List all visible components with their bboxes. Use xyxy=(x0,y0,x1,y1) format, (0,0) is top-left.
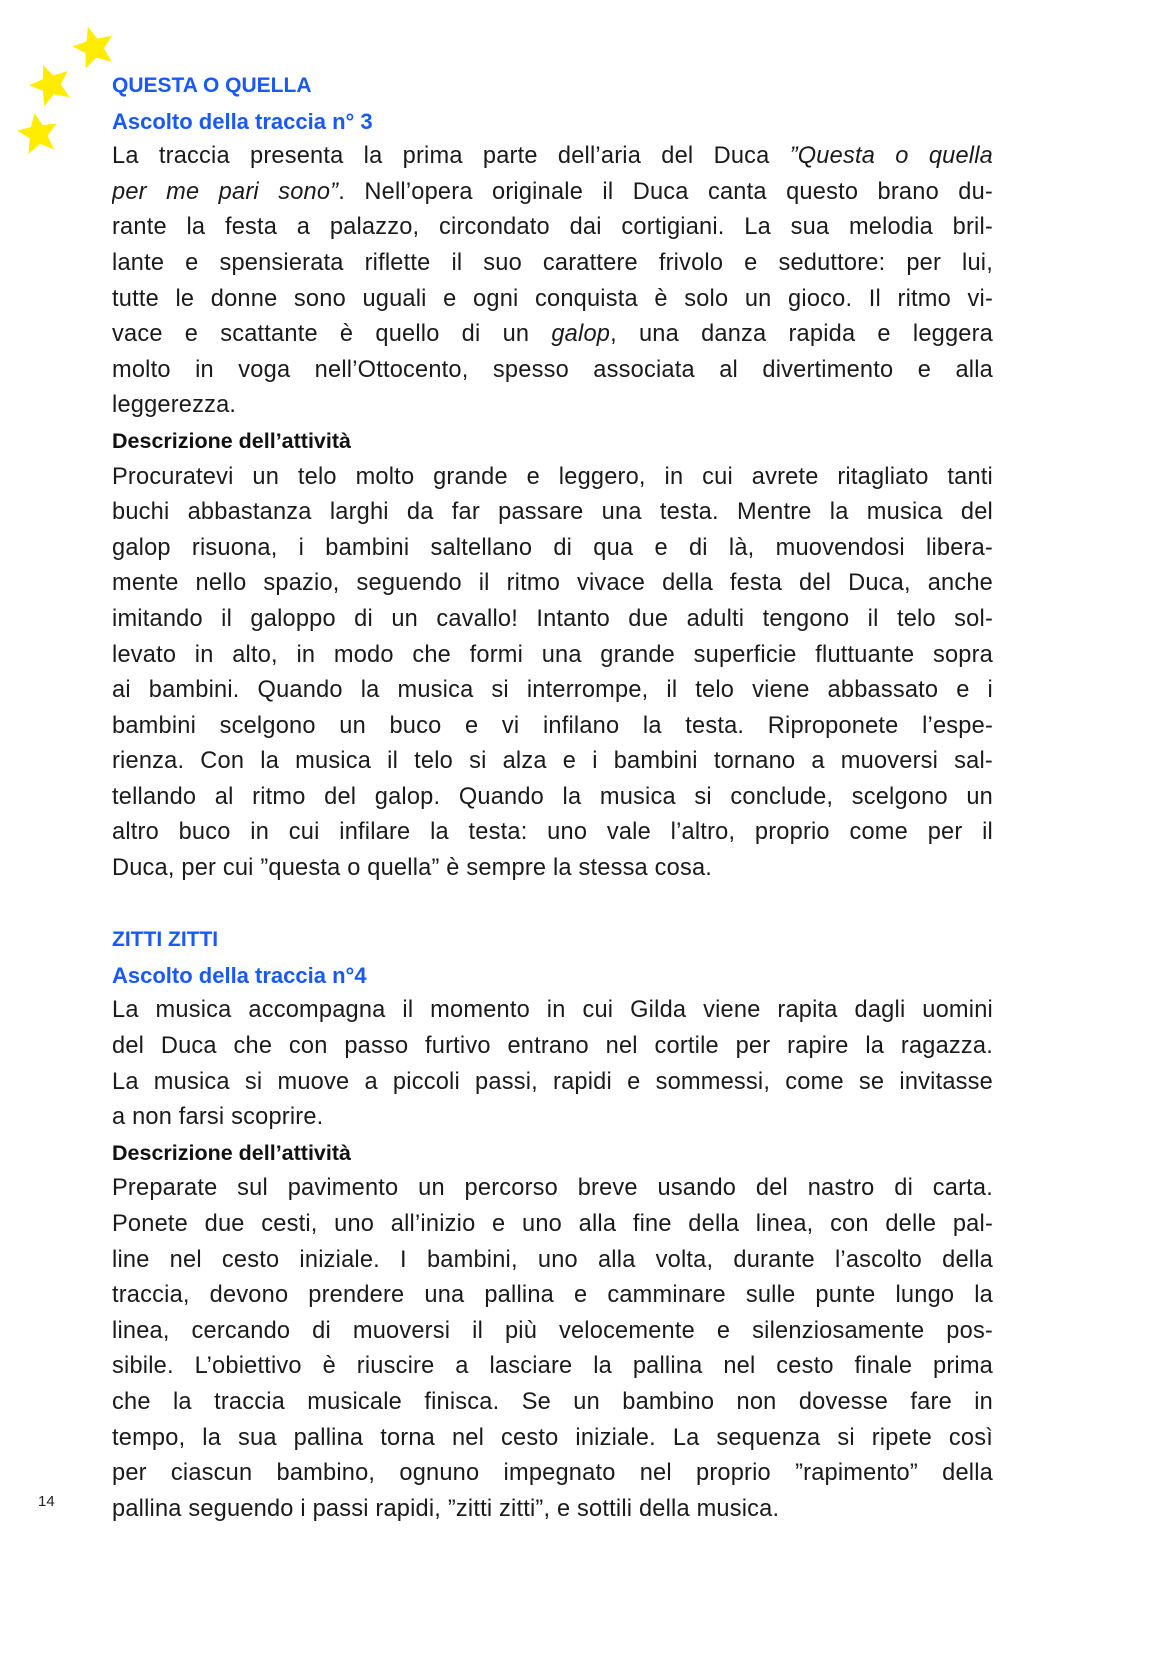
text-line: Ponete due cesti, uno all’inizio e uno alla fine della linea, con delle pal- xyxy=(112,1211,993,1237)
text-line: mente nello spazio, seguendo il ritmo vivace della festa del Duca, anche xyxy=(112,570,993,597)
text-line: ai bambini. Quando la musica si interrompe, il telo viene abbassato e i xyxy=(112,677,993,704)
text-line: linea, cercando di muoversi il più velocemente e silenziosamente pos- xyxy=(112,1317,993,1344)
text-line xyxy=(112,175,993,211)
italic-title: per me pari sono” xyxy=(112,178,339,205)
star-middle xyxy=(24,58,76,109)
italic-term: galop xyxy=(551,321,611,348)
text-line: buchi abbastanza larghi da far passare una testa. Mentre la musica del xyxy=(112,499,993,526)
stars-icon xyxy=(0,0,130,170)
text-line: pallina seguendo i passi rapidi, ”zitti zitti”, e sottili della musica. xyxy=(112,1495,780,1522)
text-line: a non farsi scoprire. xyxy=(112,1104,324,1131)
text-line-part: , una danza rapida e leggera xyxy=(610,321,993,348)
text-line: Procuratevi un telo molto grande e leggero, in cui avrete ritagliato tanti xyxy=(112,463,993,490)
section-questa-o-quella xyxy=(112,68,993,887)
text-line: del Duca che con passo furtivo entrano nel cortile per rapire la ragazza. xyxy=(112,1033,993,1060)
italic-title: ”Questa o quella xyxy=(789,143,993,170)
page-content xyxy=(112,68,993,1527)
section-zitti-zitti xyxy=(112,922,993,1527)
text-line: La musica si muove a piccoli passi, rapidi e sommessi, come se invitasse xyxy=(112,1068,993,1095)
text-line: molto in voga nell’Ottocento, spesso associata al divertimento e alla xyxy=(112,356,993,383)
text-line: La musica accompagna il momento in cui Gilda viene rapita dagli uomini xyxy=(112,997,993,1024)
text-line: levato in alto, in modo che formi una grande superficie fluttuante sopra xyxy=(112,641,993,668)
section-spacer xyxy=(112,887,993,923)
text-line: lante e spensierata riflette il suo carattere frivolo e seduttore: per lui, xyxy=(112,249,993,276)
star-top xyxy=(69,21,119,70)
text-line: rante la festa a palazzo, circondato dai cortigiani. La sua melodia bril- xyxy=(112,214,993,241)
text-line: traccia, devono prendere una pallina e camminare sulle punte lungo la xyxy=(112,1282,993,1309)
section-title: ZITTI ZITTI xyxy=(112,928,219,952)
section-subtitle: Ascolto della traccia n°4 xyxy=(112,962,367,988)
text-line: imitando il galoppo di un cavallo! Intanto due adulti tengono il telo sol- xyxy=(112,605,993,632)
intro-paragraph xyxy=(112,139,993,424)
text-line: altro buco in cui infilare la testa: uno vale l’altro, proprio come per il xyxy=(112,819,993,846)
text-line-part: vace e scattante è quello di un xyxy=(112,321,552,348)
text-line: Duca, per cui ”questa o quella” è sempre la stessa cosa. xyxy=(112,855,713,882)
intro-paragraph xyxy=(112,993,993,1135)
activity-paragraph xyxy=(112,1171,993,1527)
text-line: bambini scelgono un buco e vi infilano la testa. Riproponete l’espe- xyxy=(112,712,993,739)
text-line: che la traccia musicale finisca. Se un bambino non dovesse fare in xyxy=(112,1388,993,1415)
text-line: tempo, la sua pallina torna nel cesto iniziale. La sequenza si ripete così xyxy=(112,1424,993,1451)
text-line: rienza. Con la musica il telo si alza e i bambini tornano a muoversi sal- xyxy=(112,748,993,775)
text-line: galop risuona, i bambini saltellano di qua e di là, muovendosi libera- xyxy=(112,534,993,561)
activity-heading: Descrizione dell’attività xyxy=(112,1140,351,1165)
section-title: QUESTA O QUELLA xyxy=(112,74,312,97)
star-bottom xyxy=(15,110,61,155)
text-line: tutte le donne sono uguali e ogni conquista è solo un gioco. Il ritmo vi- xyxy=(112,285,993,312)
text-line-part: La traccia presenta la prima parte dell’aria del Duca xyxy=(112,143,790,170)
text-line-part: . Nell’opera originale il Duca canta questo brano du- xyxy=(338,178,993,205)
text-line: Preparate sul pavimento un percorso breve usando del nastro di carta. xyxy=(112,1175,993,1202)
activity-heading: Descrizione dell’attività xyxy=(112,428,351,453)
page-number: 14 xyxy=(38,1493,55,1510)
section-subtitle: Ascolto della traccia n° 3 xyxy=(112,108,373,134)
text-line: per ciascun bambino, ognuno impegnato nel proprio ”rapimento” della xyxy=(112,1460,993,1487)
text-line: tellando al ritmo del galop. Quando la musica si conclude, scelgono un xyxy=(112,783,993,810)
text-line: leggerezza. xyxy=(112,392,237,419)
text-line xyxy=(112,139,993,175)
text-line: sibile. L’obiettivo è riuscire a lasciare la pallina nel cesto finale prima xyxy=(112,1353,993,1380)
text-line: line nel cesto iniziale. I bambini, uno alla volta, durante l’ascolto della xyxy=(112,1246,993,1273)
text-line xyxy=(112,317,993,353)
activity-paragraph xyxy=(112,460,993,887)
